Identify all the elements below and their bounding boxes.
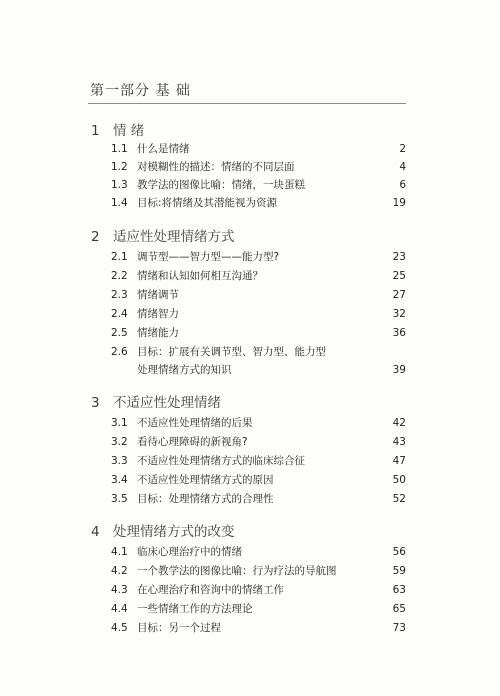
page-number: 50 [392,474,406,486]
page-number: 25 [392,270,406,282]
page-number: 36 [392,327,406,339]
part-title: 第一部分 基 础 [90,83,191,99]
toc-entry[interactable] [111,287,406,303]
chapter-number: 3 [91,395,100,411]
toc-entry[interactable] [111,620,406,636]
page-number: 73 [392,622,406,634]
section-number: 4.3 [111,584,128,596]
section-title: 情绪能力 [137,327,179,339]
section-title: 临床心理治疗中的情绪 [137,546,242,558]
section-number: 2.1 [111,251,128,263]
page-number: 32 [392,308,406,320]
page-number: 27 [392,289,406,301]
section-number: 3.2 [111,436,128,448]
toc-entry[interactable] [111,491,406,507]
section-title: 不适应性处理情绪方式的临床综合征 [137,455,305,467]
section-number: 3.4 [111,474,128,486]
page-number: 63 [392,584,406,596]
section-title: 对模糊性的描述：情绪的不同层面 [137,161,295,173]
section-title: 目标：扩展有关调节型、智力型、能力型 [137,346,326,358]
section-title: 什么是情绪 [137,143,190,155]
section-number: 1.3 [111,179,128,191]
section-number: 4.5 [111,622,128,634]
page-number: 59 [392,565,406,577]
section-title: 看待心理障碍的新视角? [137,436,248,448]
page-number: 65 [392,603,406,615]
toc-entry[interactable] [111,415,406,431]
section-title: 目标：处理情绪方式的合理性 [137,493,274,505]
section-title: 目标:将情绪及其潜能视为资源 [137,197,278,209]
section-number: 2.5 [111,327,128,339]
chapter-heading [91,119,144,139]
section-title: 情绪和认知如何相互沟通？ [137,270,263,282]
page-number: 6 [399,179,406,191]
chapter-title: 适应性处理情绪方式 [113,229,235,245]
page-number: 56 [392,546,406,558]
section-number: 1.4 [111,197,128,209]
section-number: 4.1 [111,546,128,558]
chapter-title: 处理情绪方式的改变 [113,524,235,540]
toc-entry[interactable] [111,325,406,341]
section-title: 一些情绪工作的方法理论 [137,603,253,615]
chapter-title: 不适应性处理情绪 [113,395,221,411]
toc-entry[interactable] [111,268,406,284]
section-title: 情绪调节 [137,289,179,301]
toc-entry[interactable] [111,249,406,265]
chapter-title: 情 绪 [113,123,145,139]
section-number: 4.2 [111,565,128,577]
section-number: 3.1 [111,417,128,429]
toc-entry-continuation[interactable] [111,362,406,378]
section-number: 1.1 [111,143,128,155]
page-number: 42 [392,417,406,429]
toc-entry[interactable] [111,141,406,157]
section-number: 1.2 [111,161,128,173]
page-number: 23 [392,251,406,263]
toc-entry[interactable] [111,177,406,193]
section-title: 情绪智力 [137,308,179,320]
page-number: 39 [392,364,406,376]
section-number: 4.4 [111,603,128,615]
page-number: 47 [392,455,406,467]
chapter-heading [91,225,235,245]
section-number: 3.3 [111,455,128,467]
section-title: 在心理治疗和咨询中的情绪工作 [137,584,284,596]
section-title: 调节型——智力型——能力型? [137,251,280,263]
toc-entry[interactable] [111,159,406,175]
part-divider [88,103,406,104]
page-number: 2 [399,143,406,155]
page-number: 19 [392,197,406,209]
toc-entry[interactable] [111,434,406,450]
toc-entry[interactable] [111,582,406,598]
chapter-number: 2 [91,229,100,245]
page-number: 52 [392,493,406,505]
section-title: 不适应性处理情绪方式的原因 [137,474,274,486]
section-number: 2.6 [111,346,128,358]
toc-entry[interactable] [111,344,406,360]
chapter-heading [91,520,235,540]
section-number: 2.3 [111,289,128,301]
chapter-number: 1 [91,123,100,139]
toc-entry[interactable] [111,195,406,211]
toc-entry[interactable] [111,472,406,488]
section-title: 一个教学法的图像比喻：行为疗法的导航图 [137,565,337,577]
toc-entry[interactable] [111,453,406,469]
section-number: 2.2 [111,270,128,282]
section-title: 目标：另一个过程 [137,622,221,634]
chapter-heading [91,391,221,411]
section-number: 2.4 [111,308,128,320]
page-number: 43 [392,436,406,448]
toc-entry[interactable] [111,563,406,579]
toc-entry[interactable] [111,306,406,322]
section-title-continued: 处理情绪方式的知识 [137,364,232,376]
section-number: 3.5 [111,493,128,505]
chapter-number: 4 [91,524,100,540]
section-title: 不适应性处理情绪的后果 [137,417,253,429]
page-number: 4 [399,161,406,173]
toc-entry[interactable] [111,601,406,617]
toc-entry[interactable] [111,544,406,560]
section-title: 教学法的图像比喻：情绪，一块蛋糕 [137,179,305,191]
